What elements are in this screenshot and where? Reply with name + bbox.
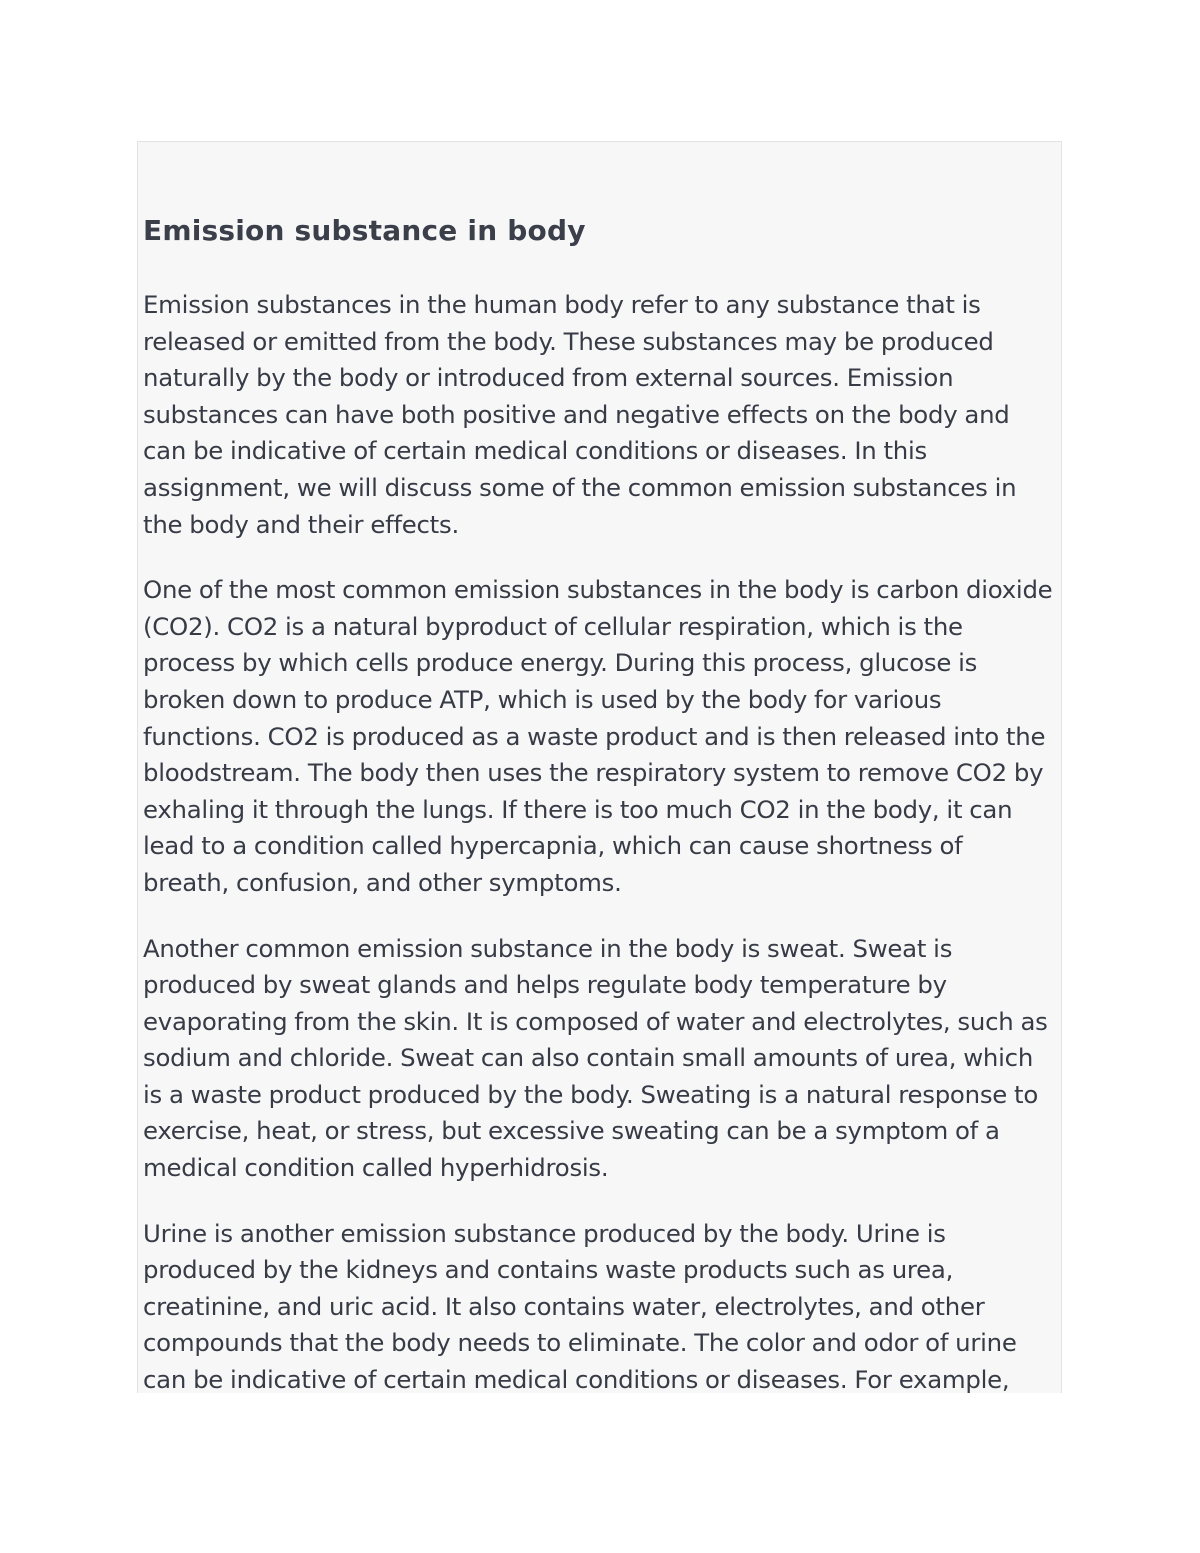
document-content-box bbox=[137, 141, 1062, 1393]
document-title: Emission substance in body bbox=[143, 214, 586, 247]
document-body bbox=[143, 209, 1055, 1393]
paragraph-sweat: Another common emission substance in the body is sweat. Sweat is produced by sweat glands and helps regulate body temperature by evaporating from the skin. It is composed of water and electrolytes, such as sodium and chloride. Sweat can also contain small amounts of urea, which is a waste product produced by the body. Sweating is a natural response to exercise, heat, or stress, but excessive sweating can be a symptom of a medical condition called hyperhidrosis. bbox=[143, 933, 1048, 1183]
paragraph-intro: Emission substances in the human body refer to any substance that is released or emitted from the body. These substances may be produced naturally by the body or introduced from external sources. Emission substances can have both positive and negative effects on the body and can be indicative of certain medical conditions or diseases. In this assignment, we will discuss some of the common emission substances in the body and their effects. bbox=[143, 290, 1017, 539]
paragraph-urine: Urine is another emission substance produced by the body. Urine is produced by the kidneys and contains waste products such as urea, creatinine, and uric acid. It also contains water, electrolytes, and other compounds that the body needs to eliminate. The color and odor of urine can be indicative of certain medical conditions or diseases. For example, bbox=[143, 1218, 1017, 1393]
paragraph-carbon-dioxide: One of the most common emission substances in the body is carbon dioxide (CO2). CO2 is a natural byproduct of cellular respiration, which is the process by which cells produce energy. During this process, glucose is broken down to produce ATP, which is used by the body for various functions. CO2 is produced as a waste product and is then released into the bloodstream. The body then uses the respiratory system to remove CO2 by exhaling it through the lungs. If there is too much CO2 in the body, it can lead to a condition called hypercapnia, which can cause shortness of breath, confusion, and other symptoms. bbox=[143, 575, 1053, 897]
